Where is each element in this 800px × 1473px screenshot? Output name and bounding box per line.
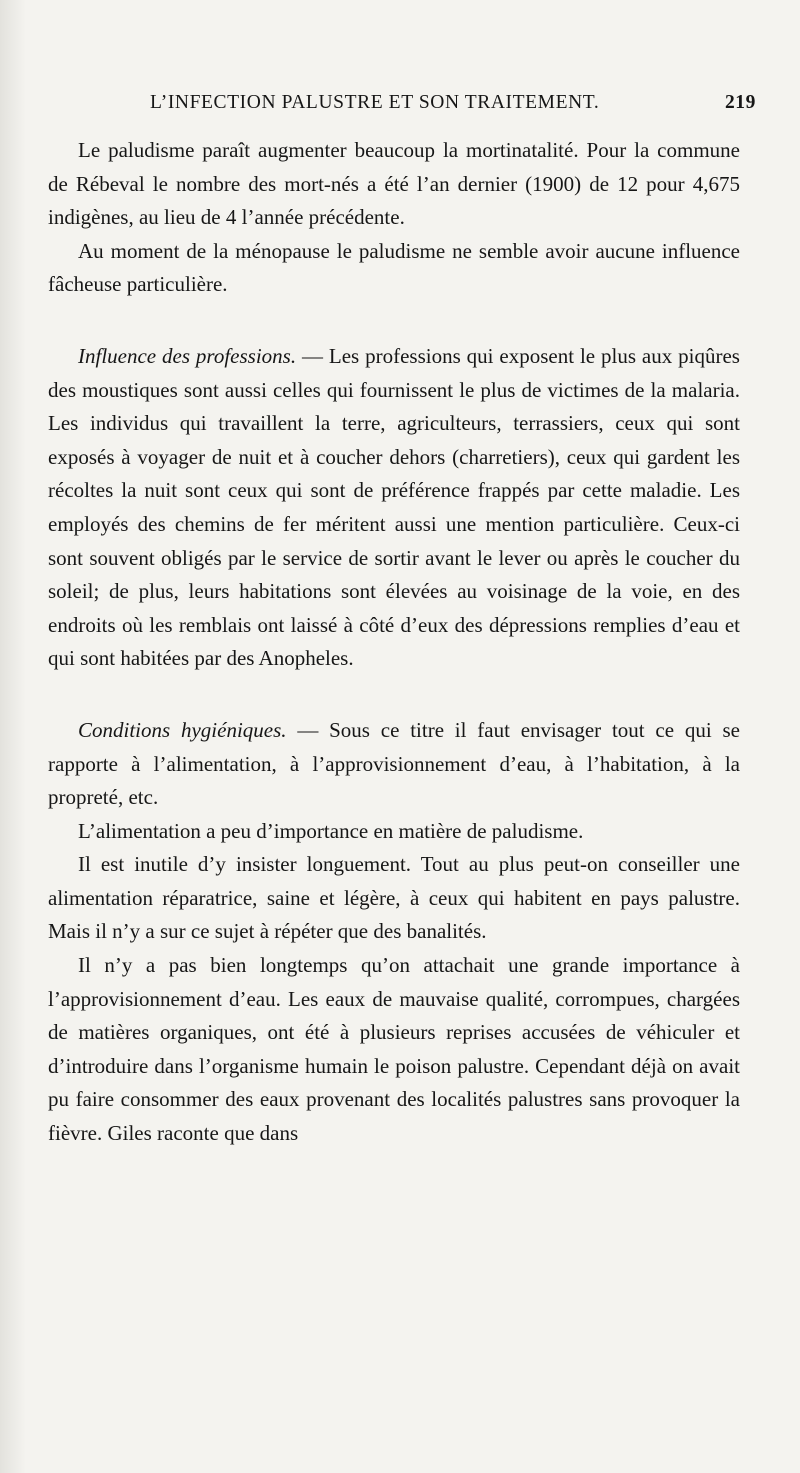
- paragraph-text: — Les professions qui exposent le plus aux piqûres des moustiques sont aussi celles qui fournissent le plus de victimes de la malaria. Les individus qui travaillent la terre, agriculteurs, terrassiers, ceux qui sont exposés à voyager de nuit et à coucher dehors (charretiers), ceux qui gardent les récoltes la nuit sont ceux qui sont de préférence frappés par cette maladie. Les employés des chemins de fer méritent aussi une mention particulière. Ceux-ci sont souvent obligés par le service de sortir avant le lever ou après le coucher du soleil; de plus, leurs habitations sont élevées au voisinage de la voie, en des endroits où les remblais ont laissé à côté d’eux des dépressions remplies d’eau et qui sont habitées par des Anopheles.: [48, 343, 740, 671]
- body-text: [48, 134, 740, 1151]
- paragraph-conditions-hygieniques: [48, 714, 740, 815]
- paragraph-approvisionnement: [48, 949, 740, 1151]
- section-heading: Conditions hygiéniques.: [78, 717, 287, 742]
- paragraph-text: Il n’y a pas bien longtemps qu’on attachait une grande importance à l’approvisionnement d’eau. Les eaux de mauvaise qualité, corrompues, chargées de matières organiques, ont été à plusieurs reprises accusées de véhiculer et d’introduire dans l’organisme humain le poison palustre. Cependant déjà on avait pu faire consommer des eaux provenant des localités palustres sans provoquer la fièvre. Giles raconte que dans: [48, 953, 740, 1146]
- paragraph-mortinatalite: [48, 134, 740, 235]
- paragraph-text: Le paludisme paraît augmenter beaucoup la mortinatalité. Pour la commune de Rébeval le nombre des mort-nés a été l’an dernier (1900) de 12 pour 4,675 indigènes, au lieu de 4 l’année précédente.: [48, 138, 740, 230]
- running-title: L’INFECTION PALUSTRE ET SON TRAITEMENT.: [150, 92, 600, 113]
- section-heading: Influence des professions.: [78, 343, 297, 368]
- paragraph-text: Il est inutile d’y insister longuement. Tout au plus peut-on conseiller une alimentation réparatrice, saine et légère, à ceux qui habitent en pays palustre. Mais il n’y a sur ce sujet à répéter que des banalités.: [48, 852, 740, 944]
- paragraph-text: L’alimentation a peu d’importance en matière de paludisme.: [78, 818, 584, 843]
- paragraph-menopause: [48, 235, 740, 302]
- page-number: 219: [724, 92, 756, 113]
- paragraph-inutile: [48, 848, 740, 949]
- page-edge-shadow: [0, 0, 26, 1473]
- paragraph-text: Au moment de la ménopause le paludisme ne semble avoir aucune influence fâcheuse particulière.: [48, 238, 740, 297]
- paragraph-text: — Sous ce titre il faut envisager tout ce qui se rapporte à l’alimentation, à l’approvisionnement d’eau, à l’habitation, à la propreté, etc.: [48, 717, 740, 810]
- paragraph-alimentation: [48, 815, 740, 849]
- paragraph-professions: [48, 340, 740, 676]
